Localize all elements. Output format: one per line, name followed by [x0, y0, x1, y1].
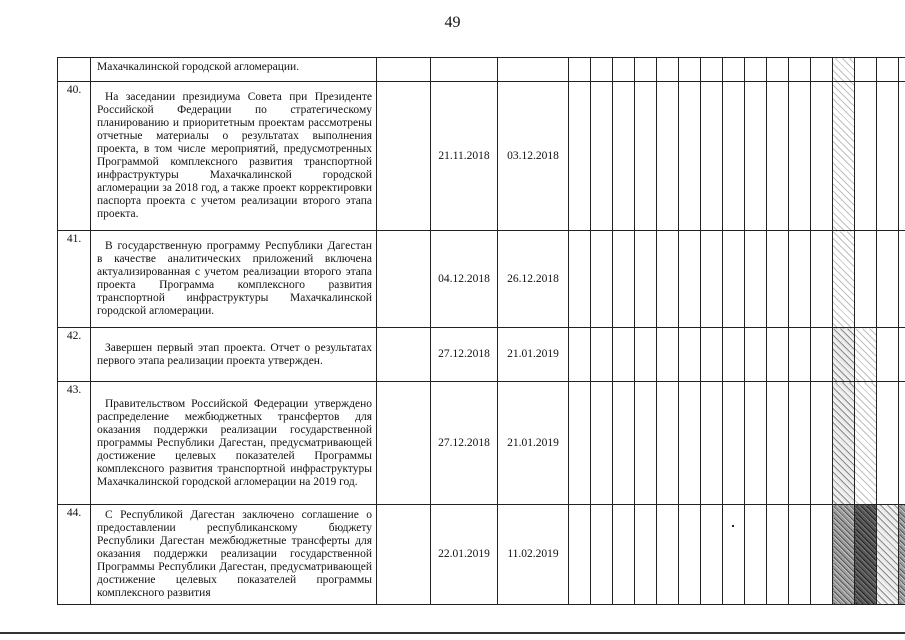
- end-date: 21.01.2019: [498, 382, 569, 505]
- scan-dot: [732, 525, 734, 527]
- table-row: [58, 231, 905, 328]
- gantt-cell: [833, 382, 855, 505]
- gantt-cell: [635, 82, 657, 231]
- responsible-cell: [377, 82, 431, 231]
- row-number: 43.: [58, 382, 91, 505]
- task-description: С Республикой Дагестан заключено соглашение о предоставлении республиканскому бюджету Республики Дагестан межбюджетные трансферты для оказания поддержки реализации государственной Программы Республики Дагестан, предусматривающей достижение целевых показателей программы комплексного развития: [91, 505, 377, 605]
- gantt-cell: [789, 231, 811, 328]
- gantt-cell: [745, 328, 767, 382]
- gantt-cell: [723, 505, 745, 605]
- table-row: [58, 58, 905, 82]
- gantt-cell: [591, 58, 613, 82]
- gantt-cell: [789, 58, 811, 82]
- table-row: [58, 505, 905, 605]
- gantt-cell: [613, 82, 635, 231]
- gantt-cell: [657, 82, 679, 231]
- task-description: На заседании президиума Совета при Президенте Российской Федерации по стратегическому планированию и приоритетным проектам рассмотрены отчетные материалы о результатах выполнения проекта, в том числе мероприятий, предусмотренных Программой комплексного развития транспортной инфраструктуры Махачкалинской городской агломерации за 2018 год, а также проект корректировки паспорта проекта с учетом реализации второго этапа проекта.: [91, 82, 377, 231]
- start-date: [431, 58, 498, 82]
- gantt-cell: [833, 328, 855, 382]
- gantt-cell: [657, 231, 679, 328]
- gantt-cell: [767, 505, 789, 605]
- gantt-cell: [745, 505, 767, 605]
- gantt-cell: [591, 82, 613, 231]
- responsible-cell: [377, 58, 431, 82]
- end-date: 11.02.2019: [498, 505, 569, 605]
- gantt-cell: [789, 505, 811, 605]
- task-description: Завершен первый этап проекта. Отчет о результатах первого этапа реализации проекта утвержден.: [91, 328, 377, 382]
- table-row: [58, 82, 905, 231]
- bottom-rule: [0, 632, 905, 634]
- gantt-cell: [723, 231, 745, 328]
- end-date: 03.12.2018: [498, 82, 569, 231]
- gantt-cell: [569, 58, 591, 82]
- gantt-cell: [789, 328, 811, 382]
- row-number: [58, 58, 91, 82]
- gantt-cell: [789, 82, 811, 231]
- gantt-cell: [635, 58, 657, 82]
- gantt-cell: [613, 231, 635, 328]
- row-number: 41.: [58, 231, 91, 328]
- end-date: 21.01.2019: [498, 328, 569, 382]
- responsible-cell: [377, 328, 431, 382]
- gantt-cell: [745, 382, 767, 505]
- gantt-cell: [635, 505, 657, 605]
- gantt-cell: [877, 505, 899, 605]
- gantt-cell: [789, 382, 811, 505]
- responsible-cell: [377, 505, 431, 605]
- gantt-cell: [613, 58, 635, 82]
- gantt-cell: [767, 328, 789, 382]
- gantt-cell: [877, 58, 899, 82]
- gantt-cell: [613, 505, 635, 605]
- gantt-cell: [833, 231, 855, 328]
- gantt-cell: [679, 382, 701, 505]
- gantt-cell: [591, 505, 613, 605]
- gantt-cell: [591, 231, 613, 328]
- gantt-cell: [723, 328, 745, 382]
- gantt-cell: [855, 328, 877, 382]
- page-number: 49: [444, 14, 461, 31]
- gantt-cell: [767, 58, 789, 82]
- gantt-cell: [701, 58, 723, 82]
- gantt-cell: [745, 231, 767, 328]
- gantt-cell: [657, 328, 679, 382]
- gantt-cell: [855, 58, 877, 82]
- gantt-cell: [613, 382, 635, 505]
- gantt-cell: [569, 82, 591, 231]
- table-row: [58, 382, 905, 505]
- gantt-cell: [899, 505, 905, 605]
- end-date: [498, 58, 569, 82]
- gantt-cell: [877, 82, 899, 231]
- end-date: 26.12.2018: [498, 231, 569, 328]
- gantt-cell: [855, 82, 877, 231]
- start-date: 22.01.2019: [431, 505, 498, 605]
- gantt-cell: [745, 82, 767, 231]
- gantt-cell: [811, 328, 833, 382]
- gantt-cell: [679, 328, 701, 382]
- gantt-cell: [833, 505, 855, 605]
- gantt-cell: [657, 58, 679, 82]
- gantt-cell: [877, 382, 899, 505]
- schedule-table: [57, 57, 905, 605]
- gantt-cell: [679, 82, 701, 231]
- gantt-cell: [657, 505, 679, 605]
- gantt-cell: [613, 328, 635, 382]
- start-date: 27.12.2018: [431, 328, 498, 382]
- gantt-cell: [811, 382, 833, 505]
- gantt-cell: [635, 382, 657, 505]
- gantt-cell: [767, 382, 789, 505]
- responsible-cell: [377, 382, 431, 505]
- gantt-cell: [899, 328, 905, 382]
- gantt-cell: [811, 505, 833, 605]
- gantt-cell: [635, 231, 657, 328]
- gantt-cell: [811, 82, 833, 231]
- start-date: 27.12.2018: [431, 382, 498, 505]
- gantt-cell: [701, 505, 723, 605]
- gantt-cell: [877, 231, 899, 328]
- gantt-cell: [855, 231, 877, 328]
- gantt-cell: [679, 58, 701, 82]
- gantt-cell: [679, 231, 701, 328]
- row-number: 40.: [58, 82, 91, 231]
- gantt-cell: [899, 231, 905, 328]
- gantt-cell: [745, 58, 767, 82]
- gantt-cell: [723, 82, 745, 231]
- gantt-cell: [701, 82, 723, 231]
- gantt-cell: [679, 505, 701, 605]
- start-date: 04.12.2018: [431, 231, 498, 328]
- gantt-cell: [767, 231, 789, 328]
- gantt-cell: [899, 82, 905, 231]
- gantt-cell: [899, 58, 905, 82]
- gantt-cell: [723, 58, 745, 82]
- gantt-cell: [591, 328, 613, 382]
- gantt-cell: [701, 382, 723, 505]
- gantt-cell: [657, 382, 679, 505]
- gantt-cell: [855, 505, 877, 605]
- responsible-cell: [377, 231, 431, 328]
- row-number: 44.: [58, 505, 91, 605]
- gantt-cell: [569, 505, 591, 605]
- gantt-cell: [767, 82, 789, 231]
- gantt-cell: [635, 328, 657, 382]
- task-description: Махачкалинской городской агломерации.: [91, 58, 377, 82]
- gantt-cell: [701, 231, 723, 328]
- gantt-cell: [833, 82, 855, 231]
- task-description: Правительством Российской Федерации утверждено распределение межбюджетных трансфертов для оказания поддержки реализации государственной программы Республики Дагестан, предусматривающей достижение целевых показателей Программы комплексного развития транспортной инфраструктуры Махачкалинской городской агломерации на 2019 год.: [91, 382, 377, 505]
- task-description: В государственную программу Республики Дагестан в качестве аналитических приложений включена актуализированная с учетом реализации второго этапа проекта Программа комплексного развития транспортной инфраструктуры Махачкалинской городской агломерации.: [91, 231, 377, 328]
- gantt-cell: [811, 231, 833, 328]
- gantt-cell: [811, 58, 833, 82]
- gantt-cell: [701, 328, 723, 382]
- row-number: 42.: [58, 328, 91, 382]
- gantt-cell: [591, 382, 613, 505]
- start-date: 21.11.2018: [431, 82, 498, 231]
- gantt-cell: [855, 382, 877, 505]
- gantt-cell: [877, 328, 899, 382]
- gantt-cell: [723, 382, 745, 505]
- gantt-cell: [833, 58, 855, 82]
- table-row: [58, 328, 905, 382]
- gantt-cell: [569, 328, 591, 382]
- gantt-cell: [899, 382, 905, 505]
- gantt-cell: [569, 382, 591, 505]
- gantt-cell: [569, 231, 591, 328]
